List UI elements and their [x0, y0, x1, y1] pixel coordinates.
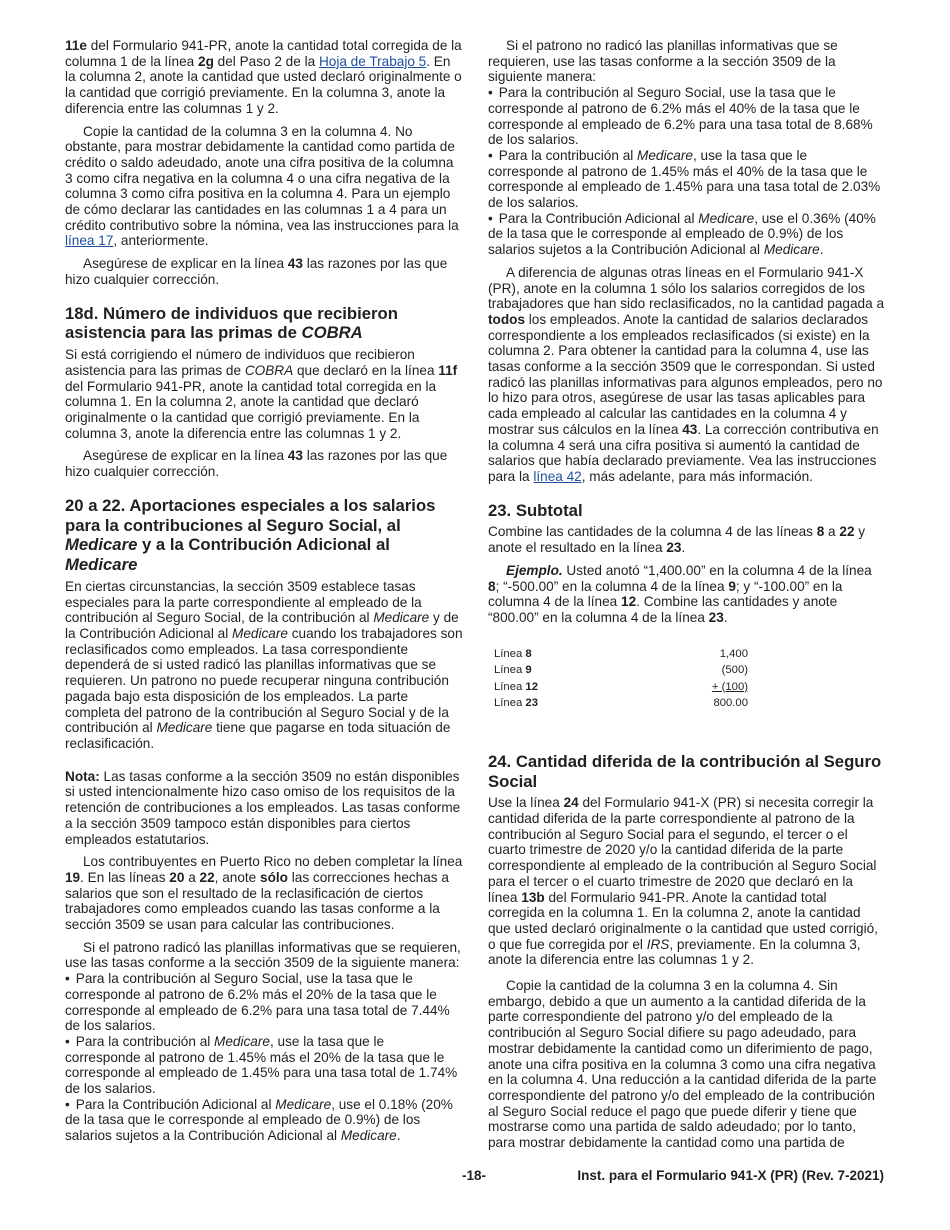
paragraph: Use la línea 24 del Formulario 941-X (PR) si necesita corregir la cantidad diferida de la parte correspondiente al patrono de la contribución al Seguro Social para el segundo, el tercer o el cuarto trimestre de 2020 y/o la cantidad diferida de la parte correspondiente al empleado de la contribución al Seguro Social para el tercer o el cuarto trimestre de 2020 que declaró en la línea 13b del Formulario 941-PR. Anote la cantidad total corregida en la columna 1. En la columna 2, anote la cantidad que usted declaró originalmente o la cantidad que usted corrigió, o que fue corregida por el IRS, previamente. En la columna 3, anote la diferencia entre las columnas 1 y 2. — [488, 795, 878, 968]
paragraph: En ciertas circunstancias, la sección 3509 establece tasas especiales para la parte correspondiente al empleado de la contribución al Seguro Social, de la contribución al Medicare y de la Contribución Adicional al Medicare cuando los trabajadores son reclasificados como empleados. La tasa correspondiente dependerá de si usted radicó las planillas informativas que se requieren. Un patrono no puede recuperar ninguna contribución pagada bajo esta disposición de los empleados. La parte completa del patrono de la contribución al Seguro Social y de la contribución al Medicare tiene que pagarse en toda situación de reclasificación. — [65, 578, 463, 751]
paragraph: Si el patrono radicó las planillas informativas que se requieren, use las tasas conforme a la sección 3509 de la siguiente manera: — [65, 939, 461, 971]
left-column — [65, 38, 463, 1144]
paragraph: Si el patrono no radicó las planillas informativas que se requieren, use las tasas conforme a la sección 3509 de la siguiente manera: — [488, 38, 838, 85]
page-number: -18- — [462, 1168, 487, 1183]
paragraph: Combine las cantidades de la columna 4 de las líneas 8 a 22 y anote el resultado en la línea 23. — [488, 524, 866, 556]
table-row: Línea 8 1,400 — [494, 647, 748, 660]
hoja-de-trabajo-5-link[interactable]: Hoja de Trabajo 5 — [318, 53, 427, 69]
linea-17-link[interactable]: línea 17 — [65, 233, 114, 249]
section-heading-24: 24. Cantidad diferida de la contribución al Seguro Social — [488, 751, 882, 791]
paragraph: Si está corrigiendo el número de individuos que recibieron asistencia para las primas de COBRA que declaró en la línea 11f del Formulario 941-PR, anote la cantidad total corregida en la columna 1. En la columna 2, anote la cantidad que declaró originalmente o la cantidad que corrigió previamente. En la columna 3, anote la diferencia entre las columnas 1 y 2. — [65, 347, 458, 441]
linea-42-link[interactable]: línea 42 — [533, 468, 582, 484]
note-paragraph: Nota: Las tasas conforme a la sección 3509 no están disponibles si usted intencionalmente hizo caso omiso de los requisitos de la retención de contribuciones a los empleados. Las tasas conforme a la sección 3509 tampoco están disponibles para ciertos empleados estatutarios. — [65, 768, 461, 847]
bullet-item: • Para la Contribución Adicional al Medicare, use el 0.36% (40% de la tasa que le corresponde al empleado de 0.9%) de los salarios sujetos a la Contribución Adicional al Medicare. — [488, 211, 886, 258]
paragraph: Los contribuyentes en Puerto Rico no deben completar la línea 19. En las líneas 20 a 22, anote sólo las correcciones hechas a salarios que son el resultado de la reclasificación de ciertos trabajadores como empleados cuando las tasas conforme a la sección 3509 se usan para calcular las contribuciones. — [65, 854, 463, 933]
paragraph: A diferencia de algunas otras líneas en el Formulario 941-X (PR), anote en la columna 1 sólo los salarios corregidos de los trabajadores que han sido reclasificados, no la cantidad pagada a todos los empleados. Anote la cantidad de salarios declarados correspondiente a los empleados reclasificados (si existe) en la columna 2. Para obtener la cantidad para la columna 4, use las tasas conforme a la sección 3509 que le correspondan. Si usted radicó las planillas informativas para algunos empleados, pero no lo hizo para otros, asegúrese de usar las tasas aplicables para cada empleado al calcular las cantidades en la columna 4 y mostrar sus cálculos en la línea 43. La corrección contributiva en la columna 4 será una cifra positiva si aumentó la cantidad de salarios que había declarado previamente. Vea las instrucciones para la línea 42, más adelante, para más información. — [488, 264, 885, 484]
paragraph: 11e del Formulario 941-PR, anote la cantidad total corregida de la columna 1 de la línea 2g del Paso 2 de la Hoja de Trabajo 5. En la columna 2, anote la cantidad que usted declaró originalmente o la cantidad que corrigió previamente. En la columna 3, anote la diferencia entre las columnas 1 y 2. — [65, 38, 462, 116]
paragraph: Copie la cantidad de la columna 3 en la columna 4. Sin embargo, debido a que un aumento a la cantidad diferida de la parte correspondiente del patrono y/o del empleado de la contribución al Seguro Social difiere su pago adeudado, para mostrar debidamente la cantidad como un diferimiento de pago, anote una cifra positiva en la columna 3 como una cifra negativa en la columna 4. Una reducción a la cantidad diferida de la parte correspondiente del patrono y/o del empleado de la contribución al Seguro Social reduce el pago que puede diferir y tiene que mostrarse como una partida de saldo adeudado; por lo tanto, para mostrar debidamente la cantidad como una partida de — [488, 978, 877, 1151]
paragraph: Copie la cantidad de la columna 3 en la columna 4. No obstante, para mostrar debidamente la cantidad como partida de crédito o saldo adeudado, anote una cifra positiva de la columna 3 como cifra negativa en la columna 4 o una cifra negativa de la columna 3 como cifra positiva en la columna 4. Para un ejemplo de cómo declarar las cantidades en las columnas 1 a 4 para un crédito contributivo sobre la nómina, vea las instrucciones para la línea 17, anteriormente. — [65, 123, 459, 249]
section-heading-23: 23. Subtotal — [488, 500, 583, 520]
paragraph: Asegúrese de explicar en la línea 43 las razones por las que hizo cualquier corrección. — [65, 256, 448, 287]
bullet-item: • Para la contribución al Seguro Social, use la tasa que le corresponde al patrono de 6.2% más el 40% de la tasa que le corresponde al empleado de 6.2% para una tasa total de 8.68% de los salarios. — [488, 85, 886, 148]
bullet-item: • Para la contribución al Medicare, use la tasa que le corresponde al patrono de 1.45% más el 20% de la tasa que le corresponde al empleado de 1.45% para una tasa total de 1.74% de los salarios. — [65, 1034, 463, 1097]
bullet-item: • Para la Contribución Adicional al Medicare, use el 0.18% (20% de la tasa que le corresponde al empleado de 0.9%) de los salarios sujetos a la Contribución Adicional al Medicare. — [65, 1097, 463, 1144]
bullet-item: • Para la contribución al Medicare, use la tasa que le corresponde al patrono de 1.45% más el 40% de la tasa que le corresponde al empleado de 1.45% para una tasa total de 2.03% de los salarios. — [488, 148, 886, 211]
bullet-item: • Para la contribución al Seguro Social, use la tasa que le corresponde al patrono de 6.2% más el 20% de la tasa que le corresponde al empleado de 6.2% para una tasa total de 7.44% de los salarios. — [65, 971, 463, 1034]
table-row: Línea 12 + (100) — [494, 680, 748, 693]
paragraph: Asegúrese de explicar en la línea 43 las razones por las que hizo cualquier corrección. — [65, 448, 448, 480]
section-heading-20-22: 20 a 22. Aportaciones especiales a los salarios para la contribuciones al Seguro Social, al Medicare y a la Contribución Adicional al Medicare — [65, 495, 436, 575]
table-row: Línea 9 (500) — [494, 664, 748, 677]
example-paragraph: Ejemplo. Usted anotó “1,400.00” en la columna 4 de la línea 8; “-500.00” en la columna 4 de la línea 9; y “-100.00” en la columna 4 de la línea 12. Combine las cantidades y anote “800.00” en la columna 4 de la línea 23. — [488, 562, 872, 625]
section-heading-18d: 18d. Número de individuos que recibieron asistencia para las primas de COBRA — [65, 303, 398, 343]
right-column — [488, 38, 886, 1158]
table-row: Línea 23 800.00 — [494, 697, 748, 710]
form-title: Inst. para el Formulario 941-X (PR) (Rev. 7-2021) — [577, 1168, 884, 1183]
example-table — [494, 646, 748, 712]
